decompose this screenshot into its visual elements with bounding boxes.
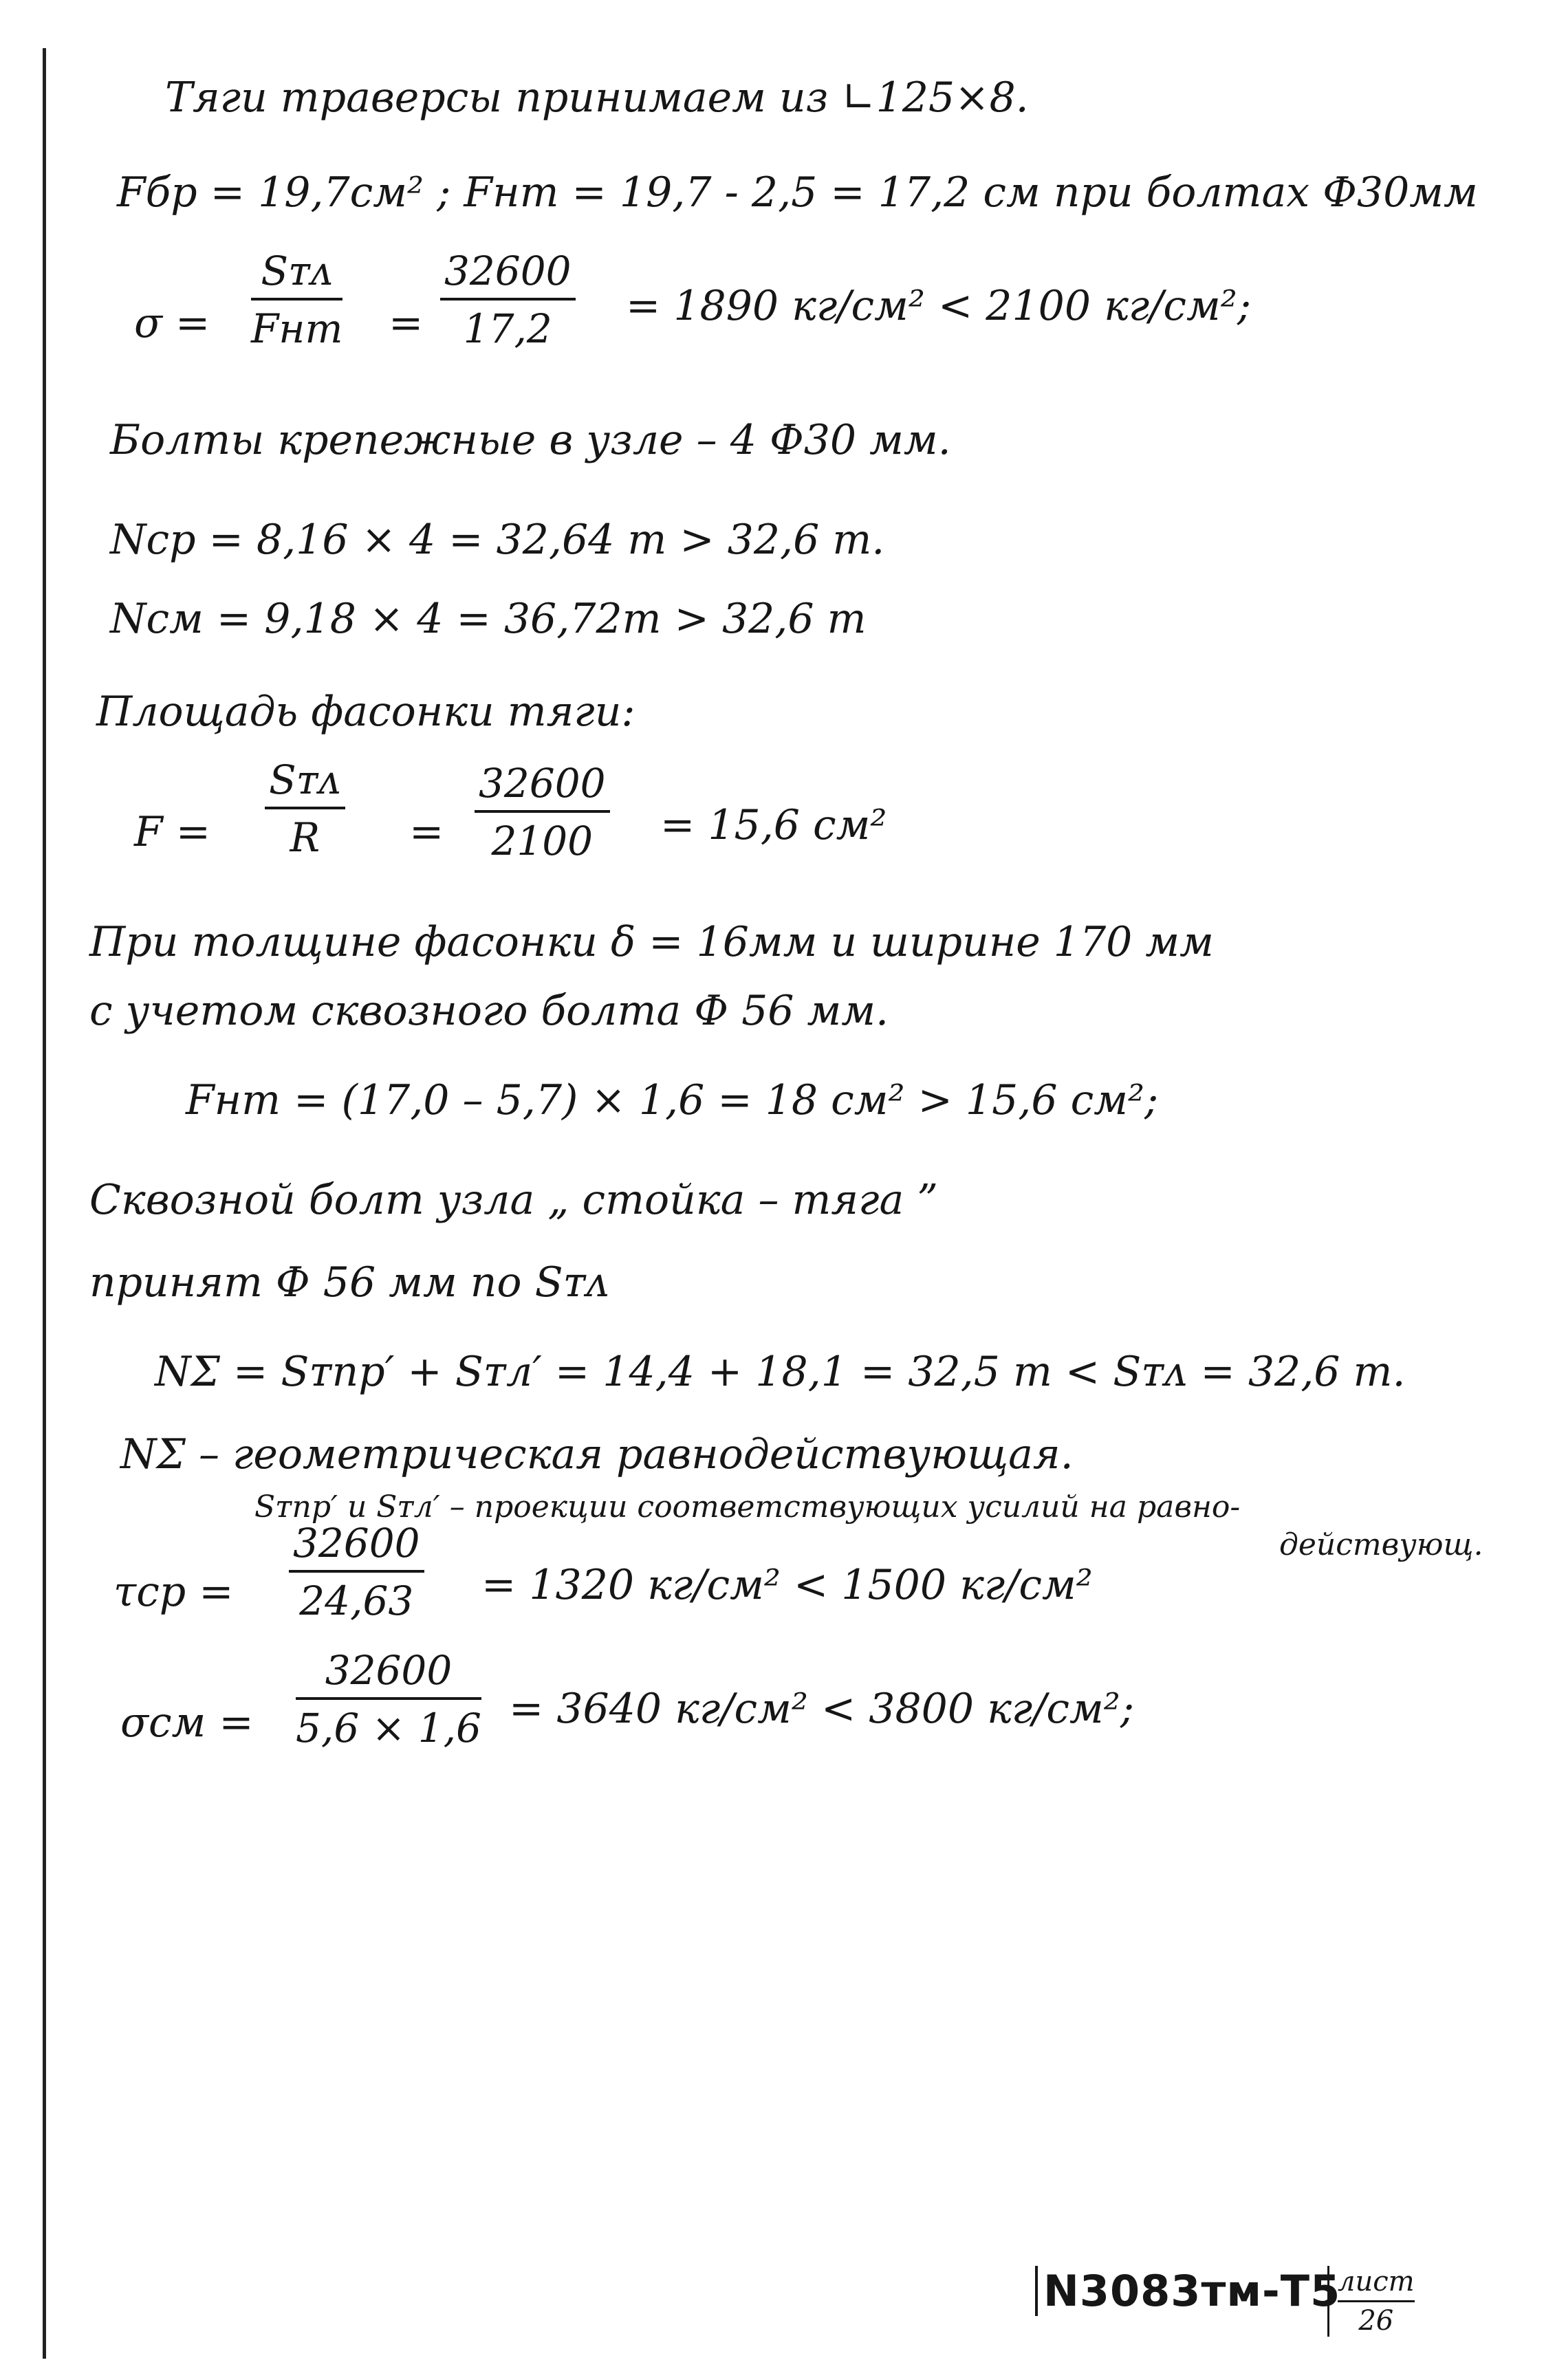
tau-den: 24,63 <box>299 1577 414 1624</box>
area-f1-den: R <box>290 814 320 861</box>
sigma-f2-num: 32600 <box>440 251 576 301</box>
document-stamp: N3083тм-Т5 <box>1035 2266 1340 2316</box>
sigma-fraction-2 <box>440 248 576 352</box>
line-thickness: При толщине фасонки δ = 16мм и ширине 170 мм <box>89 918 1214 966</box>
area-lhs: F = <box>134 808 210 856</box>
line-nsm: Nсм = 9,18 × 4 = 36,72т > 32,6 т <box>110 595 867 643</box>
area-f2-num: 32600 <box>475 763 610 813</box>
sigma-eq1: = <box>389 299 424 347</box>
line-node-bolt: Сквозной болт узла „ стойка – тяга ” <box>89 1176 938 1224</box>
area-f2-den: 2100 <box>491 818 594 864</box>
line-areas: Fбр = 19,7см² ; Fнт = 19,7 - 2,5 = 17,2 см при болтах Ф30мм <box>117 168 1478 217</box>
area-fraction-2 <box>475 760 610 864</box>
sigma-lhs: σ = <box>134 299 210 347</box>
line-gusset-area: Площадь фасонки тяги: <box>96 688 635 736</box>
line-net-area: Fнт = (17,0 – 5,7) × 1,6 = 18 см² > 15,6 см²; <box>186 1076 1159 1124</box>
line-rods: Тяги траверсы принимаем из ∟125×8. <box>165 74 1029 122</box>
area-fraction-1 <box>265 756 345 861</box>
sheet-label: лист <box>1338 2266 1415 2302</box>
line-through-bolt: с учетом сквозного болта Ф 56 мм. <box>89 987 889 1035</box>
sigma-fraction-1 <box>251 248 343 352</box>
sheet-number: 26 <box>1358 2305 1394 2337</box>
scm-fraction <box>296 1647 481 1751</box>
sigma-f1-den: Fнт <box>251 305 343 352</box>
scm-result: = 3640 кг/см² < 3800 кг/см²; <box>509 1685 1135 1733</box>
line-projections-cont: действующ. <box>1279 1527 1483 1562</box>
area-eq1: = <box>409 808 444 856</box>
scm-num: 32600 <box>296 1650 481 1700</box>
scm-lhs: σсм = <box>120 1699 254 1747</box>
tau-lhs: τср = <box>113 1568 234 1616</box>
sigma-result: = 1890 кг/см² < 2100 кг/см²; <box>626 282 1252 330</box>
sigma-f1-num: Sᴛᴧ <box>251 251 342 301</box>
sheet-number-box <box>1327 2266 1415 2337</box>
line-accepted: принят Ф 56 мм по Sᴛᴧ <box>89 1258 609 1307</box>
area-f1-num: Sᴛᴧ <box>265 760 345 809</box>
sigma-f2-den: 17,2 <box>463 305 552 352</box>
line-bolts: Болты крепежные в узле – 4 Ф30 мм. <box>110 416 951 464</box>
tau-fraction <box>289 1520 424 1624</box>
margin-line <box>43 48 46 2359</box>
area-result: = 15,6 см² <box>660 801 887 849</box>
scm-den: 5,6 × 1,6 <box>296 1705 481 1751</box>
line-projections: Sᴛпр′ и Sᴛл′ – проекции соответствующих усилий на равно- <box>254 1489 1241 1525</box>
line-nsr: Nср = 8,16 × 4 = 32,64 т > 32,6 т. <box>110 516 885 564</box>
line-resultant-def: NΣ – геометрическая равнодействующая. <box>120 1430 1074 1478</box>
line-resultant: NΣ = Sᴛпр′ + Sᴛл′ = 14,4 + 18,1 = 32,5 т < Sᴛᴧ = 32,6 т. <box>155 1348 1406 1396</box>
tau-num: 32600 <box>289 1523 424 1573</box>
tau-result: = 1320 кг/см² < 1500 кг/см² <box>481 1561 1093 1609</box>
